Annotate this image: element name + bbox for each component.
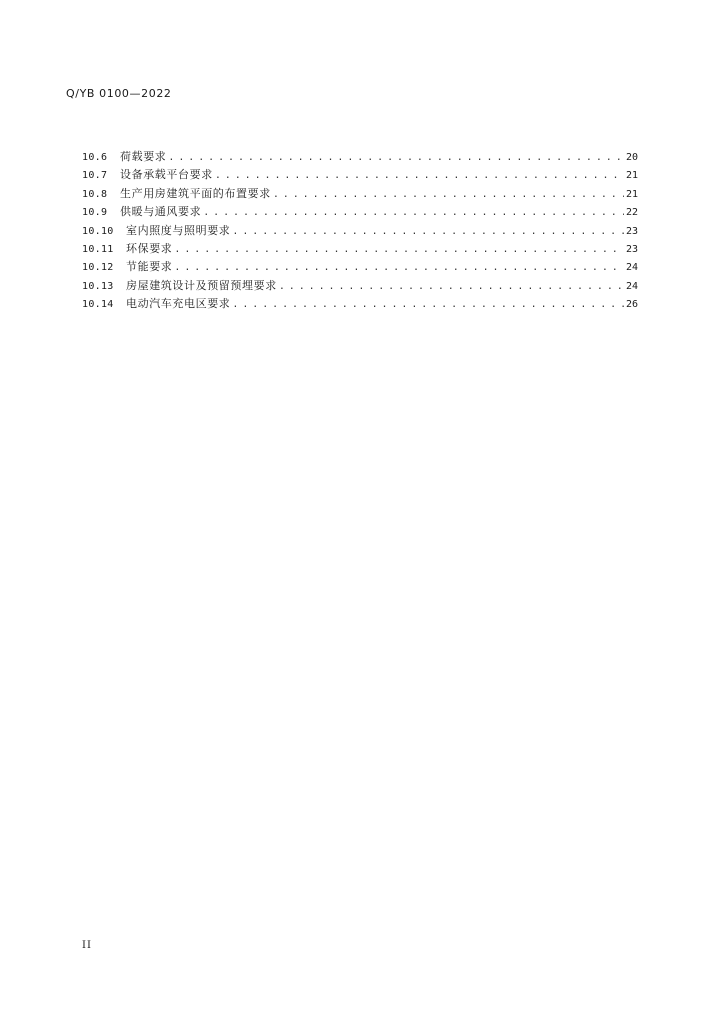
toc-entry-number: 10.12 [82,262,114,274]
toc-entry-page: 20 [625,152,638,163]
toc-entry-10-13[interactable] [82,277,638,295]
toc-entry-10-10[interactable] [82,222,638,240]
toc-entry-page: 22 [625,207,638,219]
toc-dot-leader [174,259,624,277]
toc-entry-number: 10.7 [82,170,108,182]
toc-entry-title: 电动汽车充电区要求 [126,297,231,311]
toc-dot-leader [215,167,624,185]
toc-entry-number: 10.8 [82,188,108,200]
toc-entry-number: 10.10 [82,225,114,237]
toc-entry-number: 10.11 [82,243,114,255]
toc-entry-page: 26 [625,299,638,311]
toc-entry-title: 生产用房建筑平面的布置要求 [120,186,271,200]
toc-entry-number: 10.13 [82,280,114,292]
toc-entry-page: 21 [625,188,638,200]
toc-dot-leader [203,204,624,222]
toc-entry-number: 10.6 [82,152,108,163]
table-of-contents [82,148,638,314]
toc-entry-title: 供暖与通风要求 [120,205,202,219]
toc-entry-page: 23 [625,243,638,255]
toc-entry-10-9[interactable] [82,203,638,221]
toc-entry-number: 10.9 [82,207,108,219]
toc-entry-10-6[interactable] [82,148,638,166]
toc-entry-title: 房屋建筑设计及预留预埋要求 [126,278,277,292]
toc-entry-page: 24 [625,262,638,274]
toc-entry-10-12[interactable] [82,258,638,276]
toc-entry-page: 23 [625,225,638,237]
toc-entry-title: 设备承载平台要求 [120,168,213,182]
toc-dot-leader [279,278,624,296]
toc-entry-title: 室内照度与照明要求 [126,223,231,237]
toc-dot-leader [174,241,624,259]
toc-dot-leader [232,223,624,241]
toc-entry-page: 24 [625,280,638,292]
toc-entry-10-7[interactable] [82,166,638,184]
toc-entry-title: 节能要求 [126,260,173,274]
page-number: II [82,940,92,951]
toc-entry-page: 21 [625,170,638,182]
toc-dot-leader [168,149,624,167]
toc-entry-10-11[interactable] [82,240,638,258]
toc-entry-title: 荷载要求 [120,150,167,163]
toc-entry-10-8[interactable] [82,185,638,203]
toc-dot-leader [232,296,624,314]
toc-dot-leader [273,186,624,204]
toc-entry-title: 环保要求 [126,241,173,255]
toc-entry-10-14[interactable] [82,295,638,313]
document-code: Q/YB 0100—2022 [66,87,172,100]
toc-entry-number: 10.14 [82,299,114,311]
